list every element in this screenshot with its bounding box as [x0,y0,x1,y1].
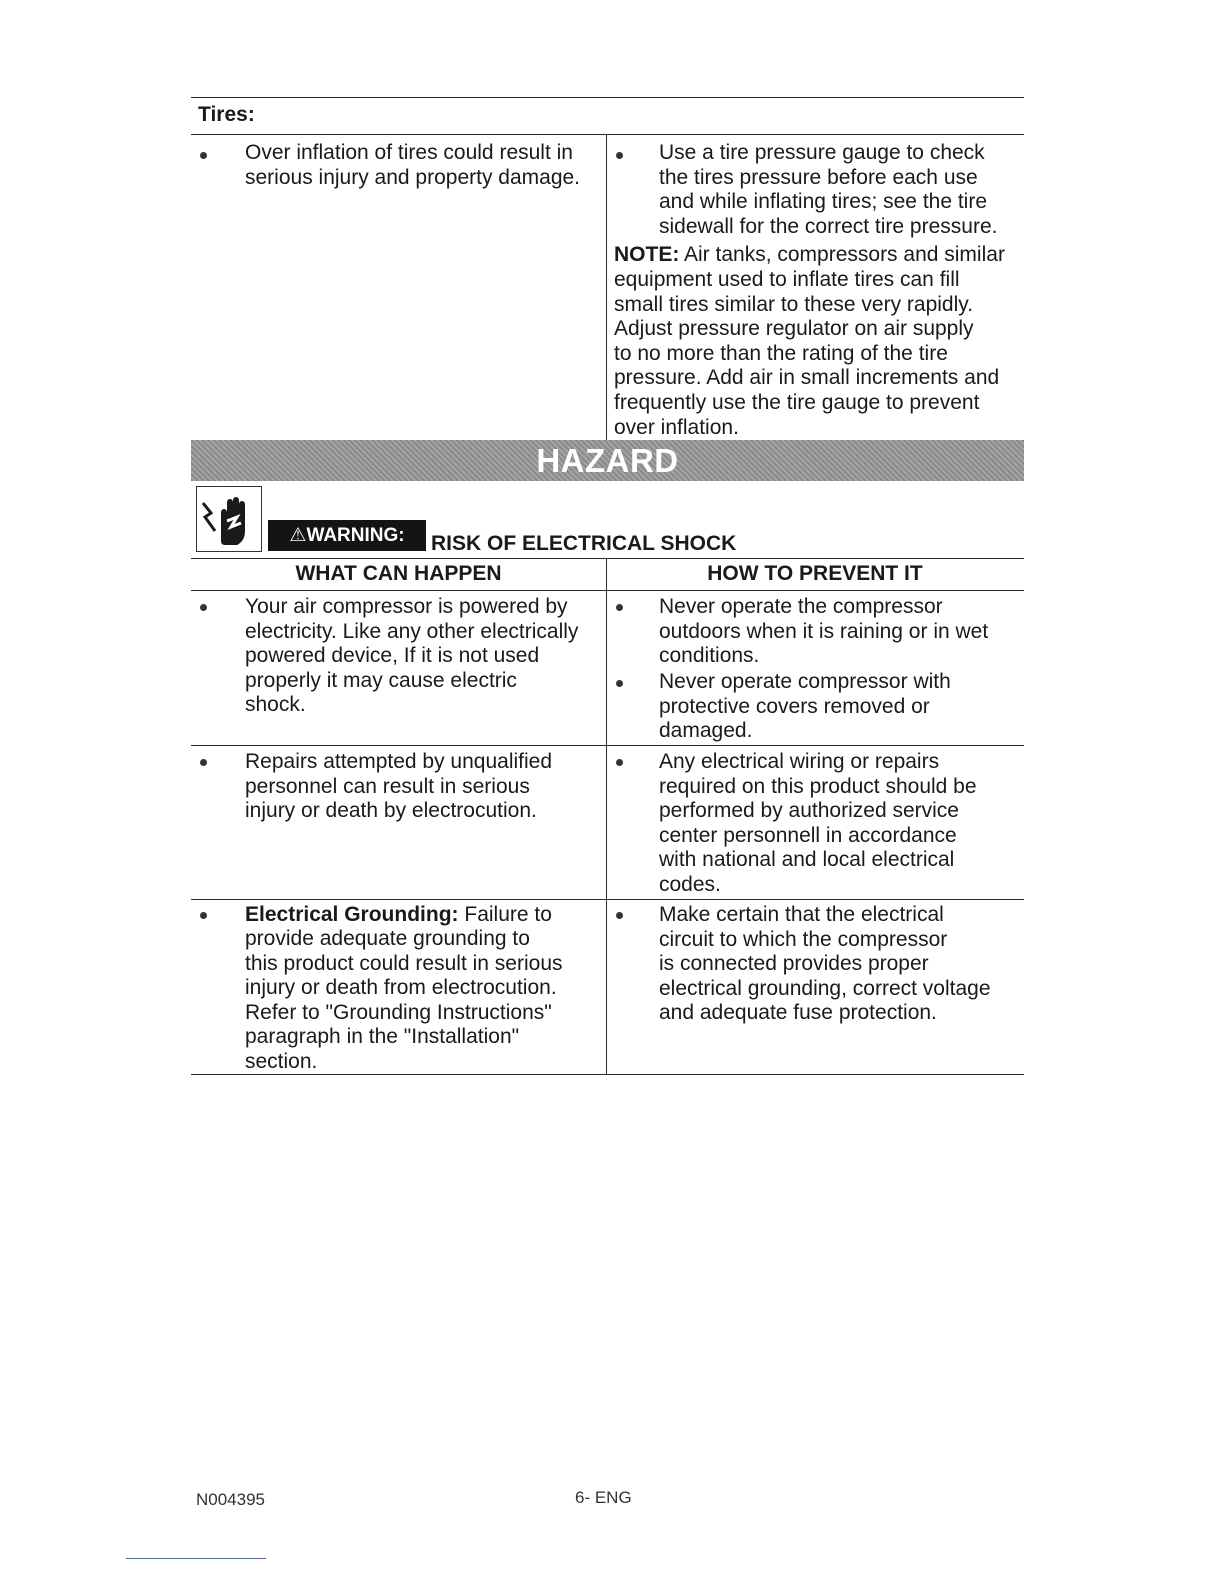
col-what-can-happen: WHAT CAN HAPPEN [295,562,502,585]
hazard-banner [191,440,1024,481]
bullet-icon [200,152,207,159]
row3-left-first [245,903,552,928]
doc-code: N004395 [196,1490,266,1509]
bullet-icon [200,759,207,766]
row3-left-rest: provide adequate grounding to this product could result in serious injury or death from electrocution. Refer to "Grounding Instructions" paragraph in the "Installation" section. [245,927,563,1073]
bullet-icon [200,604,207,611]
table-bottom-rule [191,1074,1024,1075]
table-head-bottom-rule [191,590,1024,591]
electric-shock-icon [196,486,262,552]
note-label: NOTE: [614,243,680,266]
table-head-rule [191,558,1024,559]
row2-rule [191,899,1024,900]
bullet-icon [616,680,623,687]
tires-rule [191,134,1024,135]
tires-note-rest: equipment used to inflate tires can fill small tires similar to these very rapidly. Adjust pressure regulator on air supply to no more than the rating of the tire pressure. Add air in small increments and frequently use the tire gauge to prevent over inflation. [614,268,1000,439]
bullet-icon [200,912,207,919]
row2-left: Repairs attempted by unqualified personnel can result in serious injury or death by electrocution. [245,750,553,823]
tires-title: Tires: [198,103,255,126]
row1-right2: Never operate compressor with protective covers removed or damaged. [659,670,951,743]
bullet-icon [616,152,623,159]
bullet-icon [616,604,623,611]
top-rule [191,97,1024,98]
tires-right-bullet: Use a tire pressure gauge to check the tires pressure before each use and while inflating tires; see the tire sidewall for the correct tire pressure. [659,141,998,238]
tires-left-text: Over inflation of tires could result in serious injury and property damage. [245,141,581,189]
tires-note-line [614,243,1005,268]
row1-right1: Never operate the compressor outdoors when it is raining or in wet conditions. [659,595,989,668]
footer-link-underline [126,1558,266,1559]
row3-right1: Make certain that the electrical circuit to which the compressor is connected provides proper electrical grounding, correct voltage and adequate fuse protection. [659,903,991,1025]
risk-title: RISK OF ELECTRICAL SHOCK [431,532,737,555]
warning-badge: ⚠WARNING: [268,520,426,551]
col-how-to-prevent: HOW TO PREVENT IT [707,562,923,585]
page-number: 6- ENG [575,1488,632,1507]
note-first-line: Air tanks, compressors and similar [679,243,1005,266]
row2-right1: Any electrical wiring or repairs required on this product should be performed by authorized service center personnell in accordance with national and local electrical codes. [659,750,977,896]
grounding-label: Electrical Grounding: [245,903,459,926]
bullet-icon [616,912,623,919]
grounding-first: Failure to [458,903,552,926]
table-divider [606,559,607,1075]
hazard-banner-text: HAZARD [536,442,679,479]
tires-divider [606,135,607,440]
row1-left: Your air compressor is powered by electricity. Like any other electrically powered device, If it is not used properly it may cause electric shock. [245,595,579,717]
bullet-icon [616,759,623,766]
row1-rule [191,745,1024,746]
